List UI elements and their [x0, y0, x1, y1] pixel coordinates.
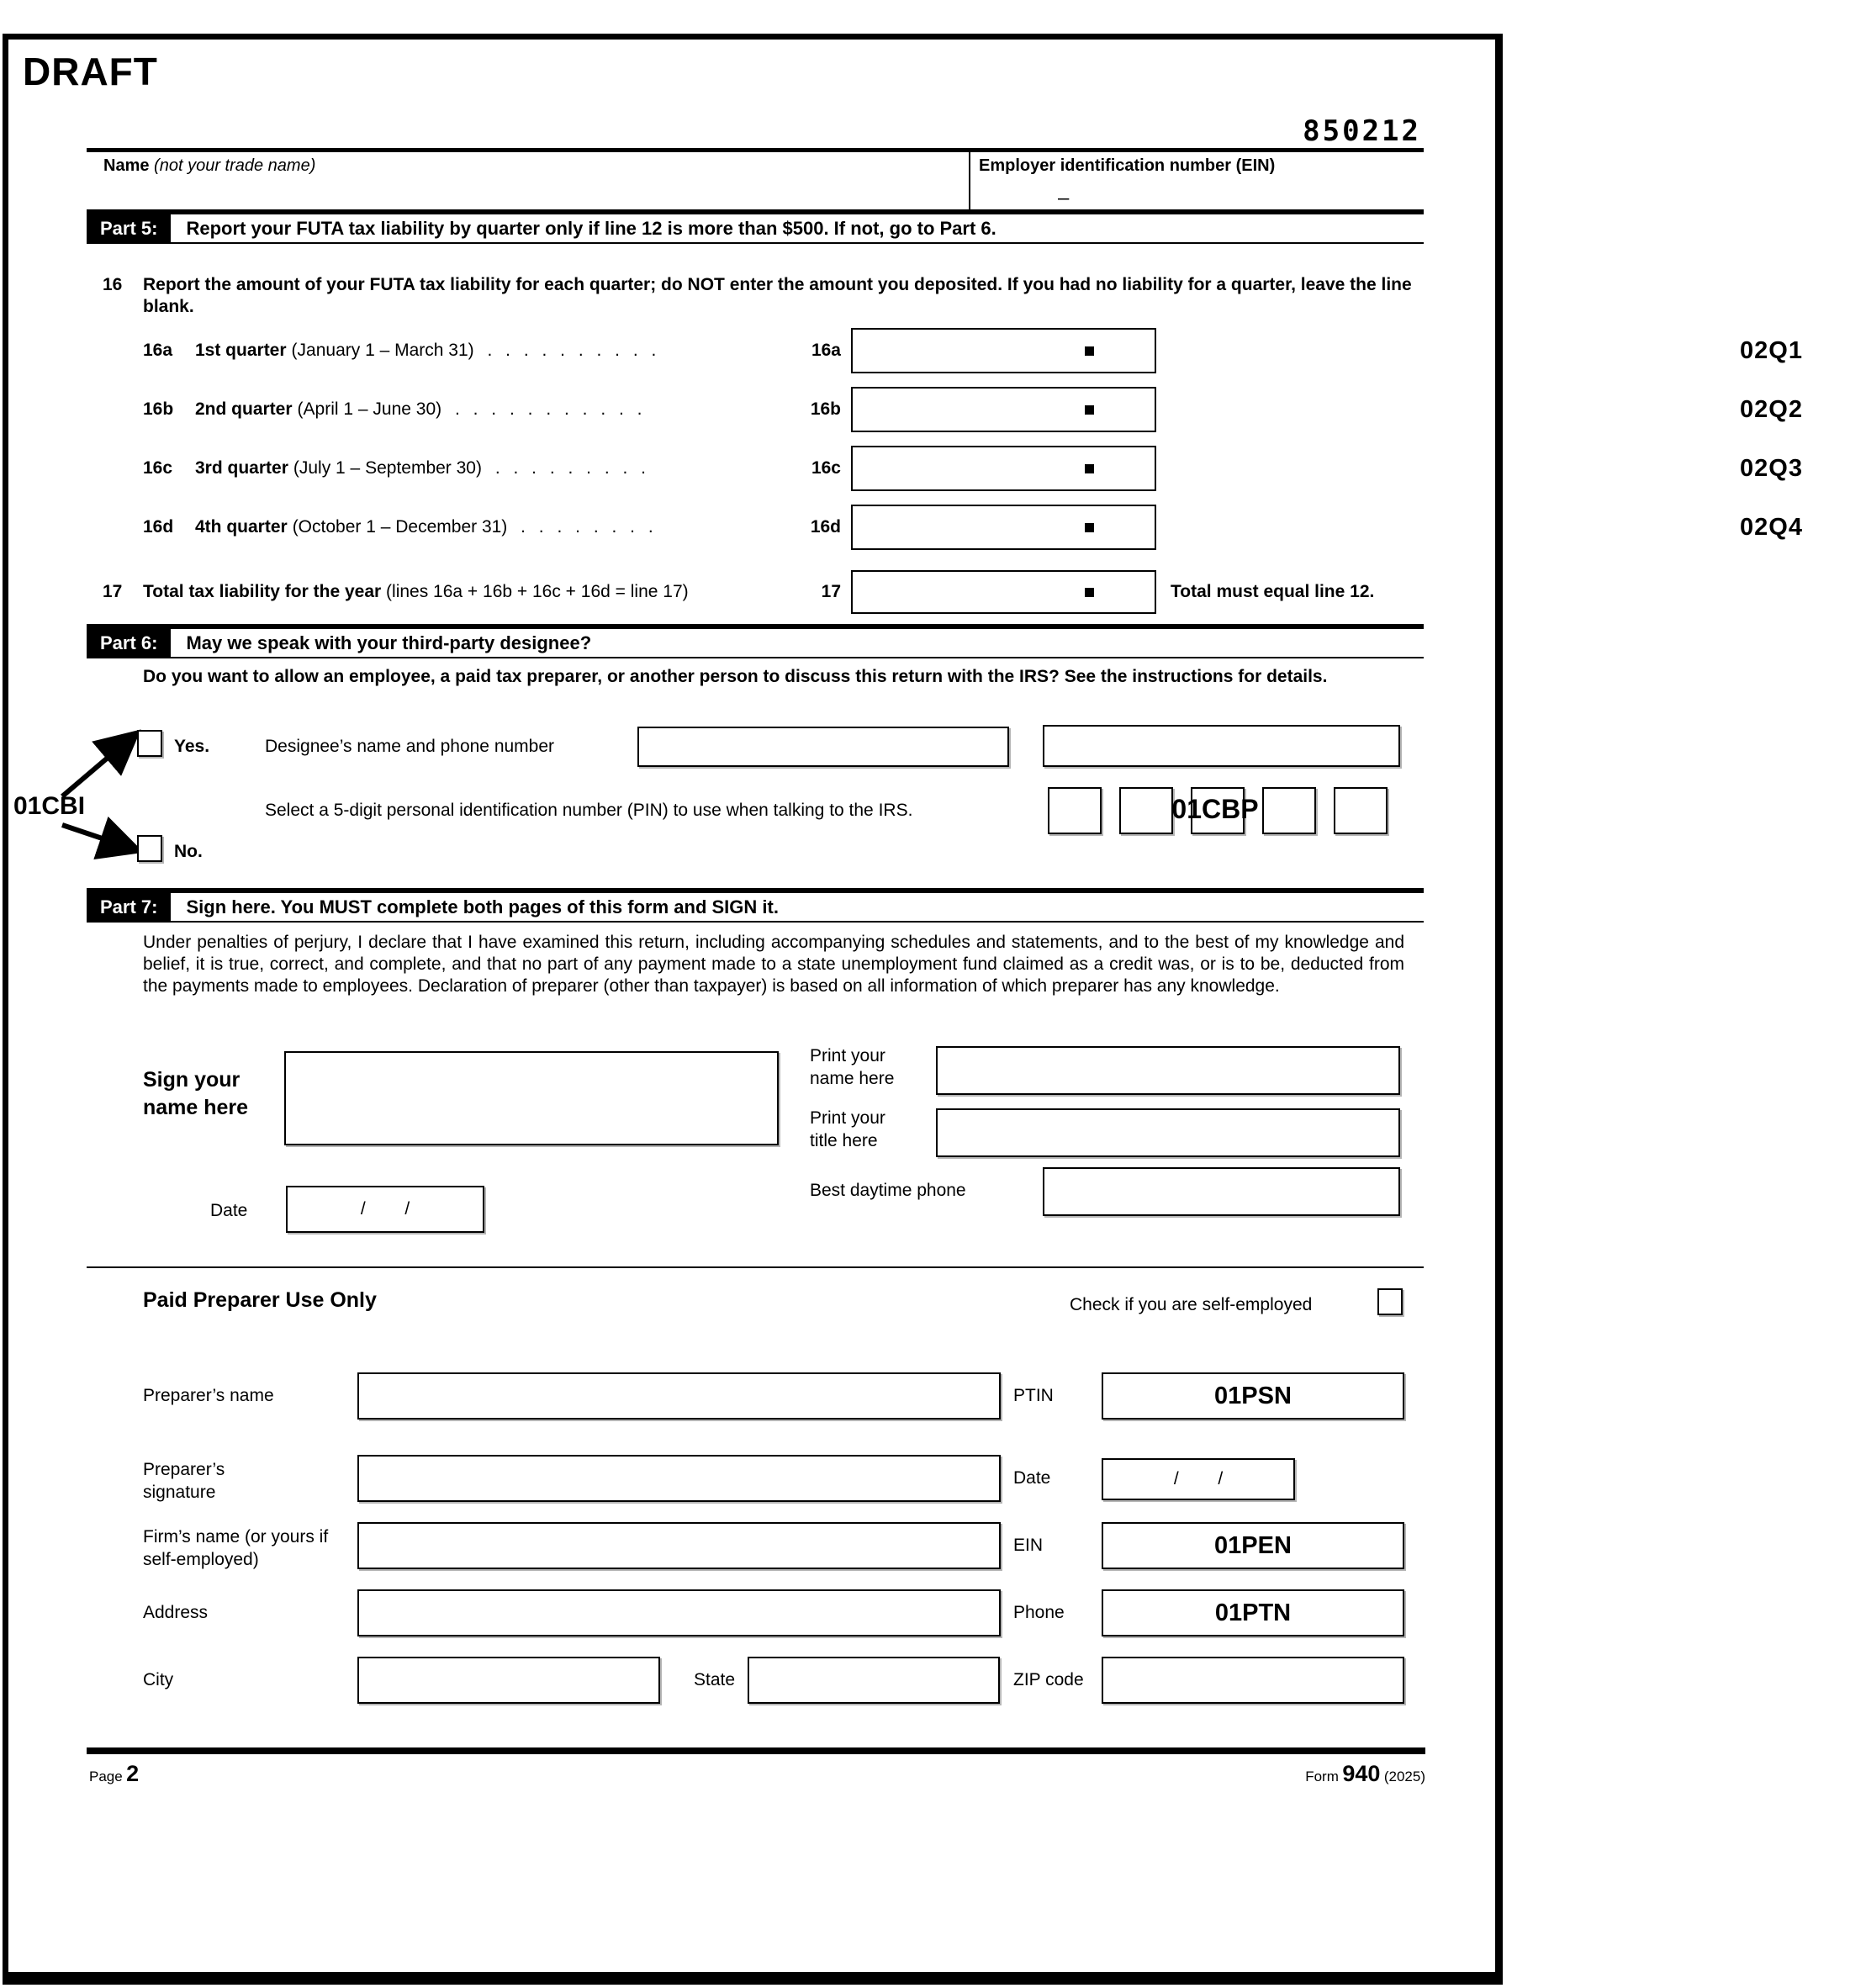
zip-code-input[interactable]: [1102, 1657, 1404, 1704]
designee-no-checkbox[interactable]: [137, 835, 162, 862]
ein-dash: –: [1058, 187, 1070, 209]
arrow-to-no: [62, 825, 130, 848]
preparer-date-slashes: / /: [1173, 1469, 1224, 1488]
line16a-range: (January 1 – March 31): [291, 341, 479, 360]
firm-name-input[interactable]: [357, 1522, 1001, 1569]
line17-bold-text: Total tax liability for the year: [143, 582, 387, 601]
preparer-phone-input[interactable]: [1102, 1589, 1404, 1636]
line17-normal-text: (lines 16a + 16b + 16c + 16d = line 17): [386, 582, 689, 601]
pin-digit-box-1[interactable]: [1048, 787, 1102, 834]
ptin-label: PTIN: [1013, 1386, 1054, 1405]
part5-label: Part 5:: [87, 214, 171, 242]
sign-date-label: Date: [210, 1201, 248, 1220]
line16c-dot-leader: . . . . . . . . .: [494, 458, 647, 478]
best-daytime-phone-input[interactable]: [1043, 1167, 1400, 1216]
preparer-name-label: Preparer’s name: [143, 1386, 274, 1405]
part7-bottom-rule: [87, 921, 1424, 923]
form-year: (2025): [1383, 1769, 1425, 1784]
part5-title: Report your FUTA tax liability by quarter only if line 12 is more than $500. If not, go to Part 6.: [186, 218, 996, 239]
name-label-bold: Name: [103, 156, 150, 175]
preparer-section-rule: [87, 1266, 1424, 1268]
line16c-description: [195, 446, 646, 491]
line16d-dot-leader: . . . . . . . .: [521, 517, 653, 537]
part5-bottom-rule: [87, 242, 1424, 244]
cbp-field-tag: 01CBP: [1171, 794, 1259, 824]
form-number: 940: [1342, 1761, 1381, 1786]
self-employed-checkbox[interactable]: [1377, 1288, 1403, 1315]
line16c-amount-box[interactable]: [851, 446, 1803, 491]
line16a-value: 02Q1: [1740, 337, 1803, 364]
preparer-date-label: Date: [1013, 1468, 1051, 1488]
phone-field-tag: 01PTN: [1214, 1599, 1292, 1626]
line16a-row: [0, 328, 1803, 373]
line16b-decimal-square: [1085, 405, 1094, 415]
ein-field-label: EIN: [1013, 1536, 1044, 1555]
designee-yes-label: Yes.: [174, 737, 210, 756]
signature-input[interactable]: [284, 1051, 779, 1145]
header-top-rule: [87, 148, 1424, 152]
line16b-row: [0, 387, 1803, 432]
form-code: 850212: [1303, 114, 1421, 148]
designee-no-label: No.: [174, 842, 203, 861]
state-label: State: [694, 1670, 736, 1689]
line16c-row: [0, 446, 1803, 491]
line17-note: Total must equal line 12.: [1171, 582, 1375, 601]
designee-yes-checkbox[interactable]: [137, 730, 162, 757]
city-input[interactable]: [357, 1657, 660, 1704]
header-divider: [969, 149, 970, 209]
sign-date-input[interactable]: [286, 1186, 484, 1233]
line16c-range: (July 1 – September 30): [293, 458, 487, 478]
part7-title: Sign here. You MUST complete both pages of this form and SIGN it.: [186, 896, 779, 917]
print-title-input[interactable]: [936, 1108, 1400, 1157]
designee-name-phone-label: Designee’s name and phone number: [265, 737, 555, 756]
line16a-decimal-square: [1085, 346, 1094, 356]
state-input[interactable]: [748, 1657, 1000, 1704]
line16d-description: [195, 505, 653, 550]
line16c-number: 16c: [143, 458, 173, 478]
draft-watermark: DRAFT: [23, 50, 158, 93]
line17-row: [0, 570, 1509, 614]
ptin-field-tag: 01PSN: [1214, 1383, 1292, 1409]
line16b-description: [195, 387, 642, 432]
line17-number: 17: [103, 582, 123, 601]
sign-your-name-label: Sign your name here: [143, 1068, 249, 1119]
line16a-dot-leader: . . . . . . . . . .: [487, 341, 657, 360]
line16a-amount-box[interactable]: [851, 328, 1803, 373]
line16d-amount-box[interactable]: [851, 505, 1803, 550]
zip-code-label: ZIP code: [1013, 1670, 1084, 1689]
perjury-declaration: Under penalties of perjury, I declare that I have examined this return, including accompanying schedules and statements, and to the best of my knowledge and belief, it is true, correct, and complete, and that no part of any payment made to a state unemployment fund claimed as a credit was, or is to be, deducted from the payments made to employees. Declaration of preparer (other than taxpayer) is based on all information of which preparer has any knowledge.: [143, 933, 1404, 996]
sign-date-slashes: / /: [360, 1199, 410, 1219]
line16-text: Report the amount of your FUTA tax liability for each quarter; do NOT enter the amount you deposited. If you had no liability for a quarter, leave the line blank.: [143, 275, 1412, 316]
ptin-input[interactable]: [1102, 1372, 1404, 1420]
line16a-number: 16a: [143, 341, 173, 360]
ein-field-tag: 01PEN: [1214, 1532, 1292, 1559]
phone-field-label: Phone: [1013, 1603, 1065, 1622]
line16b-range: (April 1 – June 30): [297, 399, 447, 419]
address-label: Address: [143, 1603, 209, 1622]
part6-title: May we speak with your third-party designee?: [186, 632, 592, 653]
address-input[interactable]: [357, 1589, 1001, 1636]
print-name-input[interactable]: [936, 1046, 1400, 1095]
self-employed-label: Check if you are self-employed: [1070, 1295, 1313, 1314]
line16a-box-number: 16a: [811, 341, 841, 360]
line17-decimal-square: [1085, 588, 1094, 597]
part6-bar: [87, 624, 1424, 658]
paid-preparer-title: Paid Preparer Use Only: [143, 1288, 377, 1312]
line16b-box-number: 16b: [810, 399, 841, 419]
line17-amount-box[interactable]: [851, 570, 1156, 614]
cbi-field-tag: 01CBI: [13, 792, 86, 820]
print-name-label: Print your name here: [810, 1046, 895, 1088]
line16d-box-number: 16d: [810, 517, 841, 537]
line16c-value: 02Q3: [1740, 455, 1803, 482]
print-title-label: Print your title here: [810, 1108, 885, 1150]
preparer-signature-input[interactable]: [357, 1455, 1001, 1502]
pin-select-label: Select a 5-digit personal identification number (PIN) to use when talking to the IRS.: [265, 801, 913, 820]
line16d-quarter-label: 4th quarter: [195, 517, 288, 537]
line16d-value: 02Q4: [1740, 514, 1803, 541]
city-label: City: [143, 1670, 174, 1689]
line16b-number: 16b: [143, 399, 174, 419]
line17-description: [143, 570, 689, 614]
line16-number: 16: [103, 275, 123, 294]
preparer-signature-label: Preparer’s signature: [143, 1460, 225, 1502]
firm-name-label: Firm’s name (or yours if self-employed): [143, 1527, 329, 1569]
line16b-amount-box[interactable]: [851, 387, 1803, 432]
arrow-to-yes: [62, 739, 130, 796]
line16c-box-number: 16c: [811, 458, 841, 478]
line16d-decimal-square: [1085, 523, 1094, 532]
preparer-date-input[interactable]: [1102, 1458, 1295, 1500]
footer-rule: [87, 1747, 1425, 1754]
page-number-value: 2: [126, 1761, 140, 1786]
name-hint: (not your trade name): [154, 156, 316, 175]
line16b-dot-leader: . . . . . . . . . . .: [454, 399, 642, 419]
line16b-quarter-label: 2nd quarter: [195, 399, 293, 419]
line17-box-number: 17: [821, 582, 841, 601]
form-identifier: [87, 1761, 1425, 1787]
part6-intro: Do you want to allow an employee, a paid tax preparer, or another person to discuss this return with the IRS? See the instructions for details.: [143, 667, 1328, 686]
preparer-ein-input[interactable]: [1102, 1522, 1404, 1569]
line16d-range: (October 1 – December 31): [292, 517, 513, 537]
part6-bottom-rule: [87, 657, 1424, 658]
line16d-row: [0, 505, 1803, 550]
cbi-arrows: [7, 719, 150, 866]
part7-bar: [87, 888, 1424, 923]
line16a-description: [195, 328, 656, 373]
part7-label: Part 7:: [87, 893, 171, 921]
part5-bar: [87, 209, 1424, 244]
line16a-quarter-label: 1st quarter: [195, 341, 287, 360]
name-input[interactable]: [103, 173, 961, 209]
best-daytime-phone-label: Best daytime phone: [810, 1181, 966, 1200]
ein-input[interactable]: [979, 177, 1416, 209]
line16d-number: 16d: [143, 517, 174, 537]
part6-label: Part 6:: [87, 629, 171, 657]
designee-phone-input[interactable]: [1043, 725, 1400, 767]
page-label: Page: [89, 1769, 123, 1784]
line16c-quarter-label: 3rd quarter: [195, 458, 288, 478]
line16c-decimal-square: [1085, 464, 1094, 473]
form-label: Form: [1305, 1769, 1339, 1784]
line16b-value: 02Q2: [1740, 396, 1803, 423]
ein-label: Employer identification number (EIN): [979, 156, 1276, 175]
designee-name-input[interactable]: [637, 727, 1009, 767]
pin-digit-box-5[interactable]: [1334, 787, 1388, 834]
preparer-name-input[interactable]: [357, 1372, 1001, 1420]
